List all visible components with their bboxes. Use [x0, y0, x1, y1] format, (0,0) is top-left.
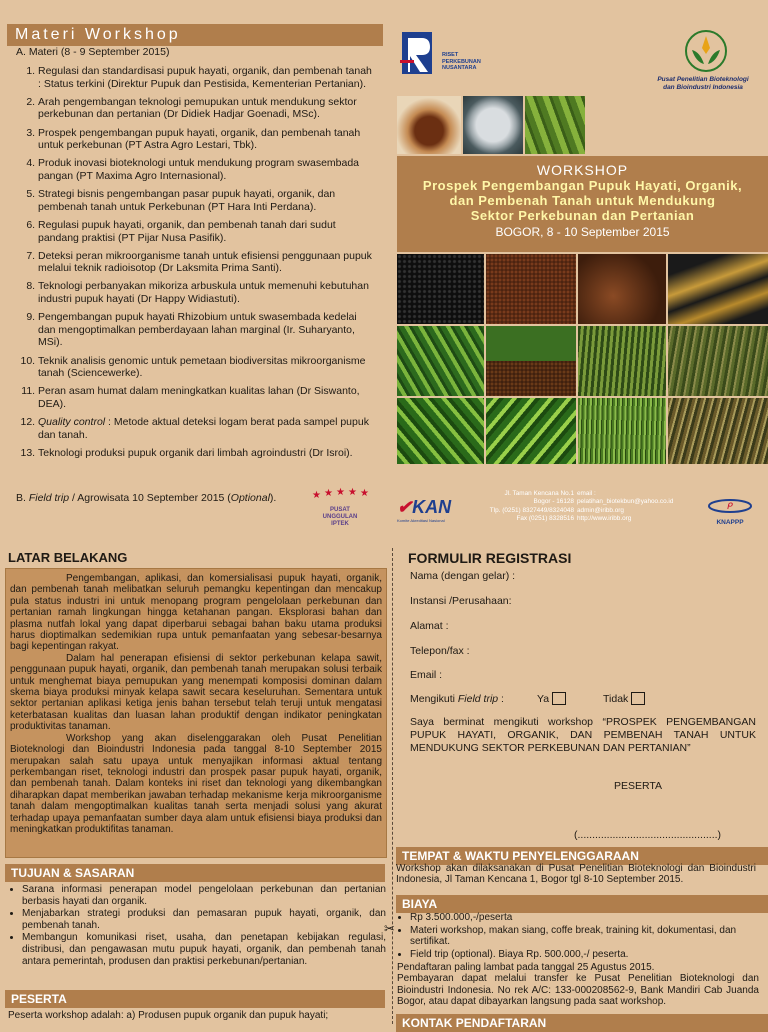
photo-soil-sample — [397, 96, 461, 154]
fax-line: Fax (0251) 8328516 — [516, 515, 574, 523]
form-field-instansi[interactable]: Instansi /Perusahaan: — [410, 595, 512, 607]
form-field-nama[interactable]: Nama (dengan gelar) : — [410, 570, 516, 582]
logo-text: RISET — [442, 52, 459, 58]
workshop-label: WORKSHOP — [536, 162, 629, 178]
kan-subtext: Komite Akreditasi Nasional — [397, 518, 445, 523]
email-label: email : — [577, 490, 596, 497]
materi-item — [38, 416, 376, 441]
photo-dry-grass — [668, 398, 768, 464]
pusat-unggulan-text: IPTEK — [331, 521, 349, 527]
tujuan-header: TUJUAN & SASARAN — [5, 864, 385, 882]
photo-petri-dish — [463, 96, 523, 154]
workshop-title: dan Pembenah Tanah untuk Mendukung — [449, 193, 716, 208]
logo-text: Pusat Penelitian Bioteknologi — [657, 76, 749, 83]
photo-compost — [486, 254, 576, 324]
form-signature[interactable]: (................................................) — [574, 829, 722, 841]
logo-text: PERKEBUNAN — [442, 58, 481, 65]
option-tidak-label: Tidak — [603, 693, 629, 705]
tempat-header: TEMPAT & WAKTU PENYELENGGARAAN — [396, 847, 768, 865]
photo-rice-crop — [668, 326, 768, 396]
photo-paddy — [578, 398, 666, 464]
materi-item: 13. Teknologi produksi pupuk organik dari limbah agroindustri (Dr Isroi). — [38, 447, 376, 460]
address-line: Bogor - 16128 — [533, 498, 574, 506]
photo-seedlings-1 — [397, 326, 484, 396]
contact-email — [577, 490, 697, 524]
fieldtrip-term: Field trip — [457, 693, 499, 705]
checkbox-tidak[interactable] — [631, 692, 645, 705]
biaya-header: BIAYA — [396, 895, 768, 913]
form-statement: Saya berminat mengikuti workshop “PROSPEK PENGEMBANGAN PUPUK HAYATI, ORGANIK, DAN PEMBENAH TANAH UNTUK MENDUKUNG SEKTOR PERKEBUNAN DAN PERTANIAN” — [410, 716, 756, 754]
materi-list — [4, 65, 376, 465]
biaya-item: • Materi workshop, makan siang, coffe break, training kit, dokumentasi, dan sertifikat. — [410, 925, 762, 948]
materi-item: 7. Deteksi peran mikroorganisme tanah untuk efisiensi penggunaan pupuk melalui teknik radioisotop (Dr Laksmita Prima Santi). — [38, 250, 376, 275]
latar-paragraph: Dalam hal penerapan efisiensi di sektor perkebunan kelapa sawit, penggunaan pupuk hayati, organik, dan pembenah tanah merupakan solusi terbaik untuk menghemat biaya pemupukan yang menempati komposisi dominan dalam skema biaya produksi minyak kelapa sawit secara keseluruhan. Sementara untuk sektor pertanian aplikasi ketiga jenis bahan tersebut telah teruji untuk mengatasi keterbatasan kualitas dan luasan lahan produktif dengan indikator peningkatan produktivitas tanaman. — [10, 652, 382, 733]
phone-line: Tlp. (0251) 8327449/8324048 — [489, 506, 574, 514]
address-line: Jl. Taman Kencana No.1 — [504, 490, 574, 497]
field-trip-term: Field trip — [28, 492, 70, 504]
photo-palm-seedlings-1 — [397, 398, 484, 464]
tujuan-item: • Menjabarkan strategi produksi dan pemasaran pupuk hayati, organik, dan pembenah tanah. — [22, 908, 386, 931]
photo-soil — [578, 254, 666, 324]
workshop-title-band — [397, 156, 768, 252]
photo-granular-fertilizer — [397, 254, 484, 324]
kan-check-icon: ✔ — [397, 497, 413, 517]
tujuan-list — [0, 884, 390, 968]
option-ya-label: Ya — [537, 693, 550, 705]
svg-text:★: ★ — [348, 487, 357, 498]
photo-palm-seedlings-2 — [486, 398, 576, 464]
biaya-item: • Rp 3.500.000,-/peserta — [410, 912, 762, 924]
field-trip-date: / Agrowisata 10 September 2015 ( — [69, 492, 231, 504]
fieldtrip-suffix: : — [498, 693, 504, 705]
svg-text:★: ★ — [312, 490, 321, 501]
kan-text: KAN — [412, 497, 452, 517]
biaya-deadline: Pendaftaran paling lambat pada tanggal 25 Agustus 2015. — [397, 962, 655, 973]
svg-text:★: ★ — [360, 488, 369, 499]
materi-item: 9. Pengembangan pupuk hayati Rhizobium untuk swasembada kedelai dan mengoptimalkan pemberdayaan lahan marginal (Ir. Suharyanto, MSi). — [38, 311, 376, 349]
website-link[interactable]: http://www.iribb.org — [577, 515, 632, 523]
knappp-text: KNAPPP — [716, 519, 744, 526]
svg-text:ᑭ: ᑭ — [727, 502, 733, 512]
ppbbi-logo — [640, 28, 766, 94]
materi-item: 2. Arah pengembangan teknologi pemupukan untuk mendukung sektor perkebunan dan pertanian (Dr Didiek Hadjar Goenadi, MSc). — [38, 96, 376, 121]
form-field-telepon[interactable]: Telepon/fax : — [410, 645, 470, 657]
materi-header: Materi Workshop — [7, 24, 383, 46]
photo-seedlings-soil — [486, 326, 576, 396]
kan-logo — [397, 497, 459, 531]
form-fieldtrip-label — [410, 693, 504, 705]
form-field-email[interactable]: Email : — [410, 669, 443, 681]
logo-text: dan Bioindustri Indonesia — [663, 84, 743, 91]
materi-item: 3. Prospek pengembangan pupuk hayati, organik, dan pembenah tanah untuk perkebunan (PT Astra Agro Lestari, Tbk). — [38, 127, 376, 152]
form-header: FORMULIR REGISTRASI — [408, 550, 572, 566]
quality-control-term: Quality control — [38, 416, 106, 429]
peserta-header: PESERTA — [5, 990, 385, 1008]
materi-item: 1. Regulasi dan standardisasi pupuk hayati, organik, dan pembenah tanah : Status terkini (Direktur Pupuk dan Pestisida, Kementerian Pertanian). — [38, 65, 376, 90]
materi-item: 6. Regulasi pupuk hayati, organik, dan pembenah tanah dari sudut pandang praktisi (PT Pijar Nusa Pasifik). — [38, 219, 376, 244]
scissors-icon: ✂ — [384, 922, 395, 937]
workshop-title: Prospek Pengembangan Pupuk Hayati, Organik, — [422, 178, 743, 193]
peserta-text: Peserta workshop adalah: a) Produsen pupuk organik dan pupuk hayati; — [8, 1010, 329, 1021]
kontak-header: KONTAK PENDAFTARAN — [396, 1014, 768, 1032]
field-trip-prefix: B. — [16, 492, 29, 504]
latar-paragraph: Workshop yang akan diselenggarakan oleh Pusat Penelitian Bioteknologi dan Bioindustri Indonesia pada tanggal 8-10 September 2015 merupakan salah satu upaya untuk menyajikan informasi aktual tentang perkembangan riset, teknologi industri dan prospek pasar pupuk hayati, organik, dan pembenah tanah. Dalam konteks ini riset dan teknologi yang dikembangkan diharapkan dapat memberikan jawaban terhadap mekanisme kerja mikroorganisme tanah dalam mengoptimalkan kualitas tanah serta menjadi solusi yang akurat terhadap upaya pemanfaatan sumber daya alam untuk efisiensi biaya produksi dan meningkatkan produktifitas tanaman. — [10, 732, 382, 835]
biaya-item: • Field trip (optional). Biaya Rp. 500.000,-/ peserta. — [410, 949, 762, 961]
materi-item: 4. Produk inovasi bioteknologi untuk mendukung program swasembada pangan (PT Maxima Agro Internasional). — [38, 157, 376, 182]
pusat-unggulan-logo — [302, 486, 378, 526]
email-address[interactable]: admin@iribb.org — [577, 506, 624, 514]
logo-text: NUSANTARA — [442, 65, 477, 71]
pusat-unggulan-text: PUSAT — [330, 507, 350, 513]
materi-item: 11. Peran asam humat dalam meningkatkan kualitas lahan (Dr Siswanto, DEA). — [38, 385, 376, 410]
ppbbi-emblem-icon — [682, 28, 730, 74]
latar-header: LATAR BELAKANG — [8, 550, 128, 565]
fieldtrip-prefix: Mengikuti — [410, 693, 458, 705]
photo-rice-field — [578, 326, 666, 396]
field-trip-optional: Optional — [230, 492, 270, 504]
stars-icon — [302, 486, 378, 502]
field-trip-line — [16, 492, 276, 505]
knappp-emblem-icon — [707, 498, 753, 514]
checkbox-ya[interactable] — [552, 692, 566, 705]
form-field-alamat[interactable]: Alamat : — [410, 620, 449, 632]
contact-address — [466, 490, 574, 524]
materi-subheader: A. Materi (8 - 9 September 2015) — [16, 46, 170, 58]
tujuan-item: • Sarana informasi penerapan model pengelolaan perkebunan dan pertanian berbasis hayati dan organik. — [22, 884, 386, 907]
knappp-logo — [700, 498, 760, 528]
materi-item: 5. Strategi bisnis pengembangan pasar pupuk hayati, organik, dan pembenah tanah untuk Perkebunan (PT Hara Inti Perdana). — [38, 188, 376, 213]
form-peserta: PESERTA — [614, 780, 663, 792]
workshop-date: BOGOR, 8 - 10 September 2015 — [495, 225, 670, 239]
biaya-list — [388, 912, 762, 961]
biaya-payment: Pembayaran dapat melalui transfer ke Pusat Penelitian Bioteknologi dan Bioindustri Indonesia. No rek A/C: 133-000208562-9, Bank Mandiri Cab Juanda Bogor, atau dapat dibayarkan langsung pada saat workshop. — [397, 973, 759, 1008]
photo-roots — [668, 254, 768, 324]
biaya-notes — [397, 962, 759, 1008]
latar-box — [5, 568, 387, 858]
svg-text:★: ★ — [324, 488, 333, 499]
tujuan-item: • Membangun komunikasi riset, usaha, dan penetapan kebijakan regulasi, distribusi, dan pengawasan mutu pupuk hayati, organik, dan pembenah tanah antara pemerintah, produsen dan praktisi perkebunan/pertanian. — [22, 932, 386, 967]
pusat-unggulan-text: UNGGULAN — [322, 514, 358, 520]
email-address[interactable]: pelatihan_biotekbun@yahoo.co.id — [577, 498, 674, 506]
rpn-emblem-icon — [400, 30, 440, 76]
latar-paragraph: Pengembangan, aplikasi, dan komersialisasi pupuk hayati, organik, dan pembenah tanah melibatkan seluruh pemangku kepentingan dan mencakup pula status industri ini untuk menopang program pengelolaan perkebunan dan pertanian ramah lingkungan hingga ketahanan pangan. Eksplorasi bahan dan plasma nutfah lokal yang dapat diperbarui sebagai bahan baku utama produksi harus dioptimalkan sedemikian rupa untuk pemanfaatan yang sebesar-besarnya bagi kepentingan rakyat. — [10, 573, 382, 653]
field-trip-end: ). — [269, 492, 277, 504]
workshop-title: Sektor Perkebunan dan Pertanian — [470, 208, 695, 223]
tempat-text: Workshop akan dilaksanakan di Pusat Penelitian Bioteknologi dan Bioindustri Indonesia, Jl Taman Kencana 1, Bogor tgl 8-10 September 2015. — [396, 863, 756, 886]
riset-perkebunan-logo — [400, 30, 490, 80]
materi-item: 10. Teknik analisis genomic untuk pemetaan biodiversitas mikroorganisme tanah (Sciencewerke). — [38, 355, 376, 380]
materi-item-rest: : Metode aktual deteksi logam berat pada sampel pupuk dan tanah. — [38, 416, 369, 441]
materi-item: 8. Teknologi perbanyakan mikoriza arbuskula untuk memenuhi kebutuhan industri pupuk hayati (Dr Happy Widiastuti). — [38, 280, 376, 305]
photo-soybean-pods — [525, 96, 585, 154]
svg-text:★: ★ — [336, 487, 345, 498]
